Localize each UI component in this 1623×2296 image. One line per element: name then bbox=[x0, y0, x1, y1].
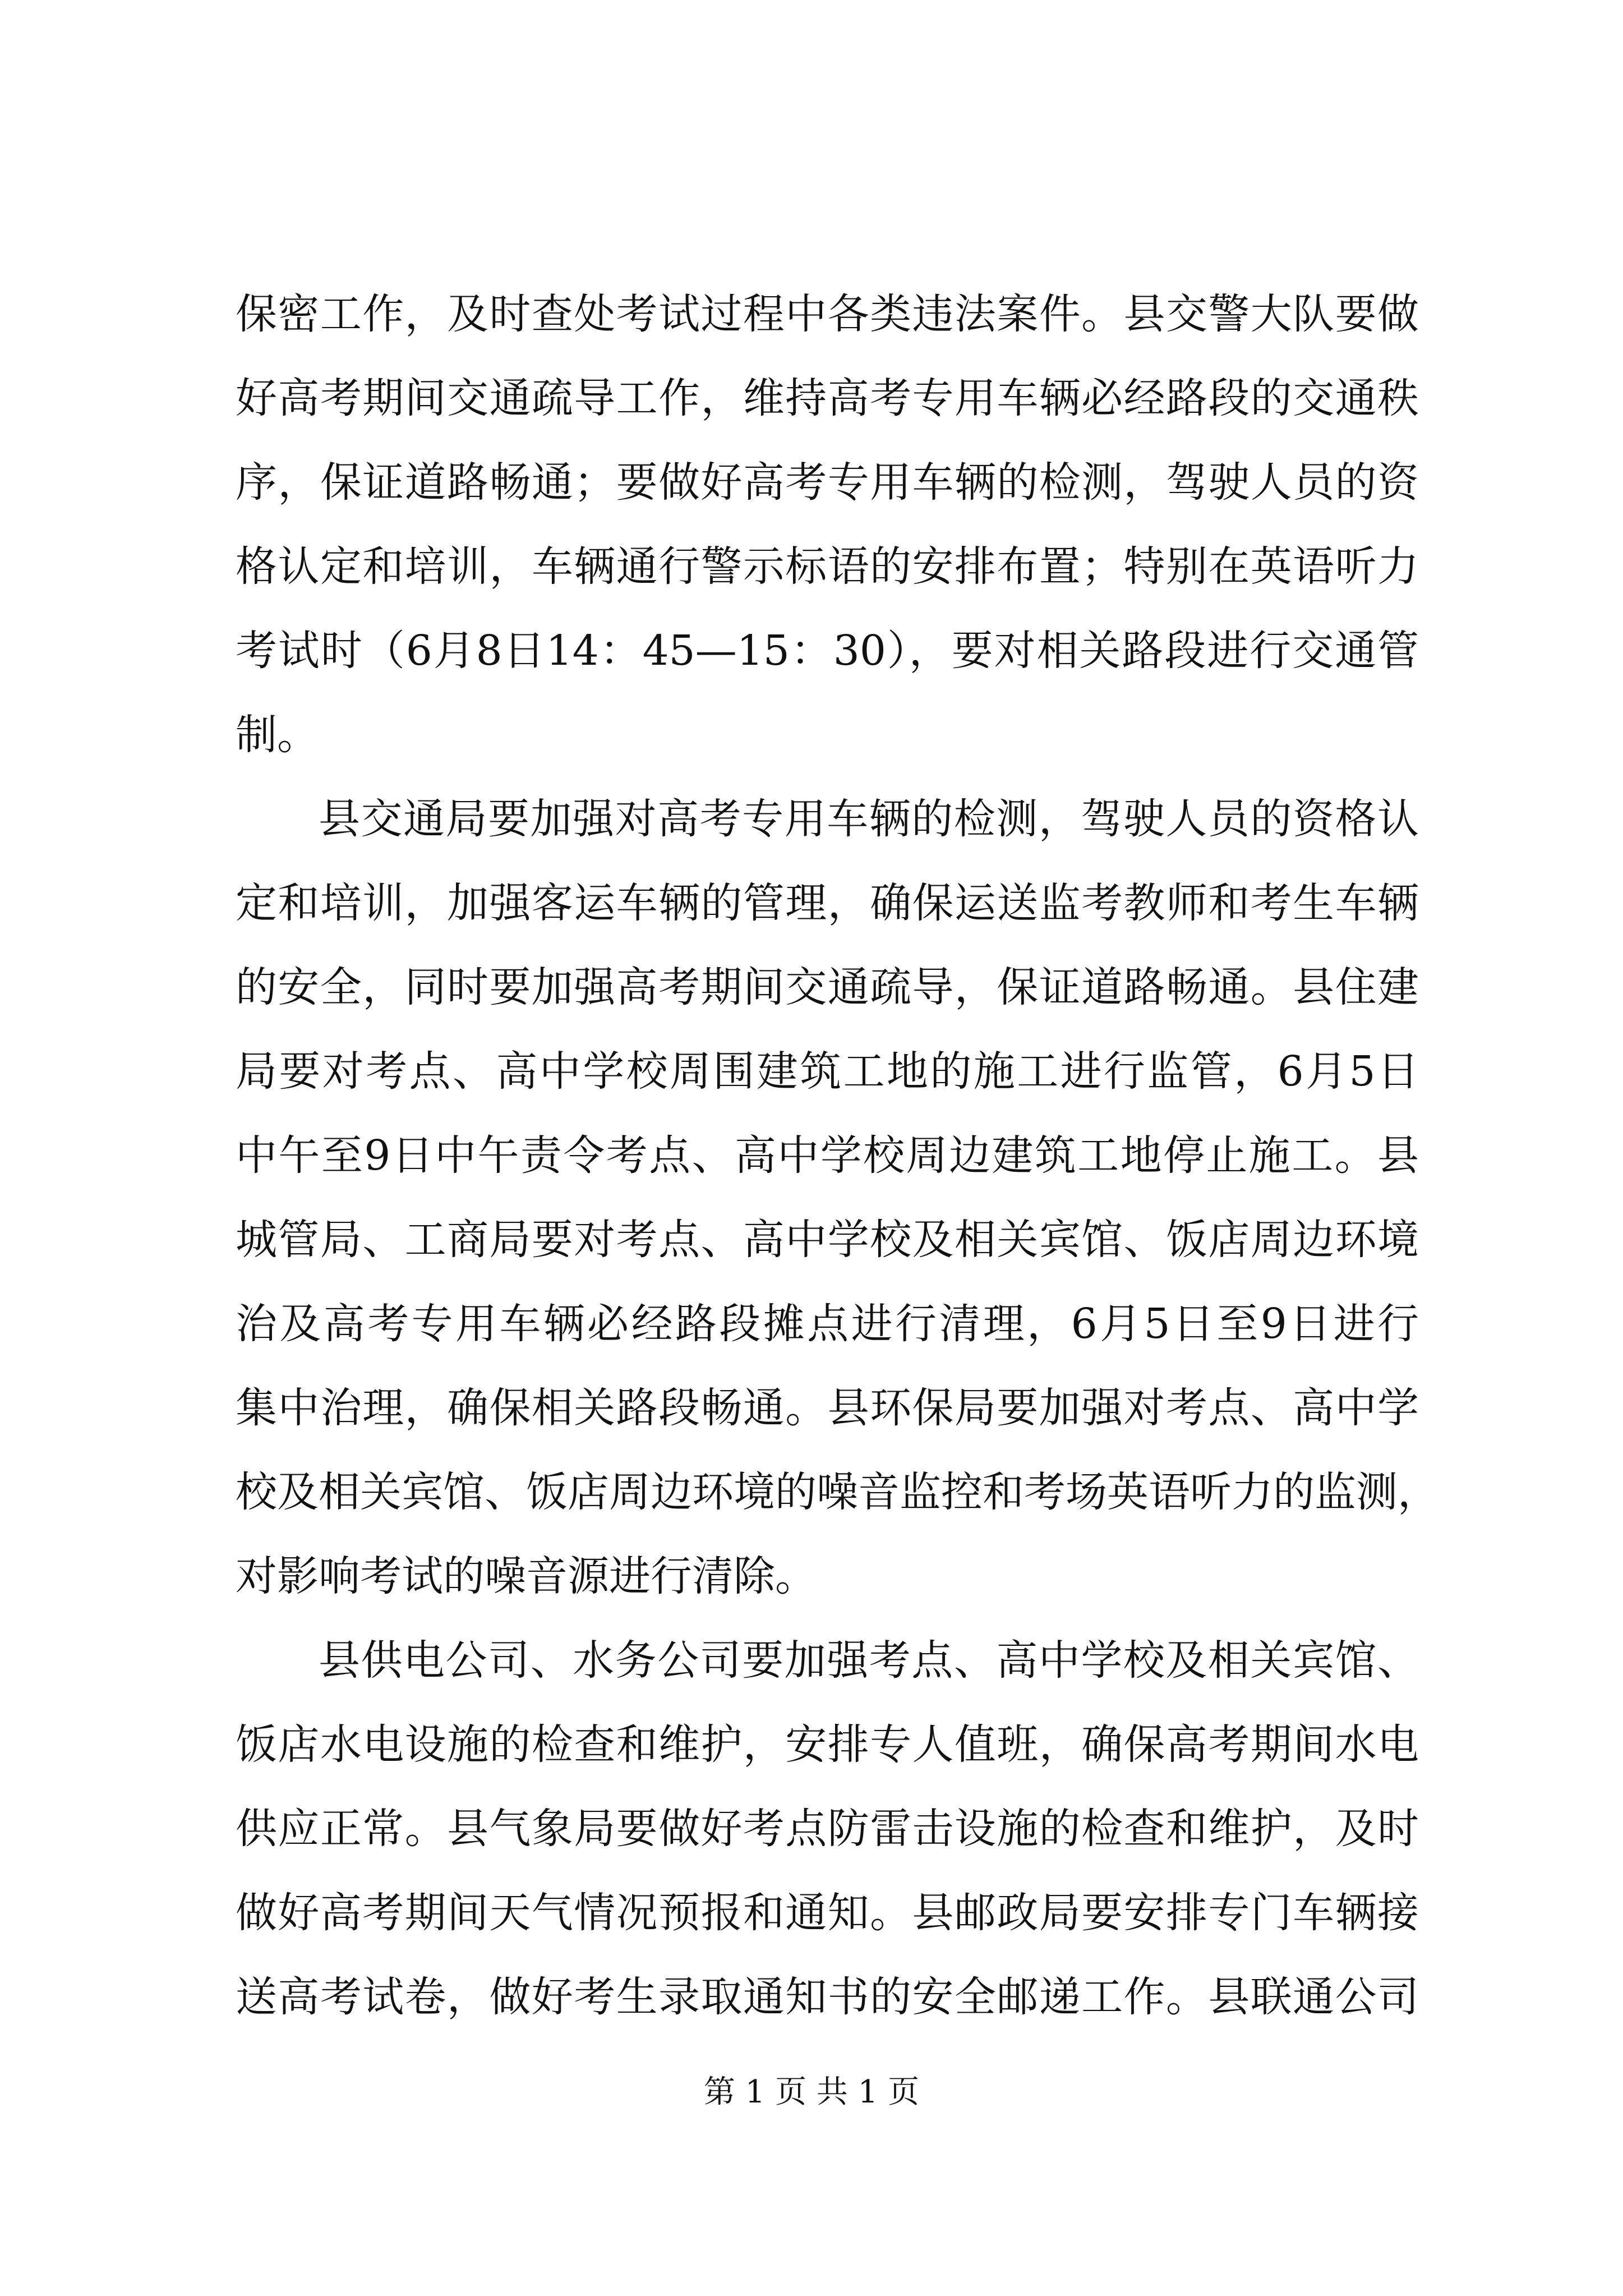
paragraph-1-line-5: 考试时（6月8日14：45—15：30），要对相关路段进行交通管 bbox=[236, 627, 1419, 675]
paragraph-2-line-1: 县交通局要加强对高考专用车辆的检测，驾驶人员的资格认 bbox=[319, 795, 1419, 843]
paragraph-2-line-10: 对影响考试的噪音源进行清除。 bbox=[236, 1552, 817, 1600]
paragraph-2-line-5: 中午至9日中午责令考点、高中学校周边建筑工地停止施工。县 bbox=[236, 1131, 1419, 1180]
paragraph-2-line-8: 集中治理，确保相关路段畅通。县环保局要加强对考点、高中学 bbox=[236, 1384, 1419, 1432]
paragraph-2-line-9: 校及相关宾馆、饭店周边环境的噪音监控和考场英语听力的监测， bbox=[236, 1468, 1439, 1516]
paragraph-2-line-4: 局要对考点、高中学校周围建筑工地的施工进行监管，6月5日 bbox=[236, 1047, 1419, 1096]
paragraph-2-line-3: 的安全，同时要加强高考期间交通疏导，保证道路畅通。县住建 bbox=[236, 963, 1419, 1011]
paragraph-3-line-4: 做好高考期间天气情况预报和通知。县邮政局要安排专门车辆接 bbox=[236, 1889, 1419, 1937]
page-footer bbox=[0, 2070, 1623, 2115]
paragraph-1-line-4: 格认定和培训，车辆通行警示标语的安排布置；特别在英语听力 bbox=[236, 542, 1419, 591]
paragraph-1-line-2: 好高考期间交通疏导工作，维持高考专用车辆必经路段的交通秩 bbox=[236, 374, 1419, 422]
page-number-label: 第 1 页 共 1 页 bbox=[703, 2074, 920, 2110]
paragraph-1-line-3: 序，保证道路畅通；要做好高考专用车辆的检测，驾驶人员的资 bbox=[236, 458, 1419, 507]
paragraph-2-line-7: 治及高考专用车辆必经路段摊点进行清理，6月5日至9日进行 bbox=[236, 1300, 1419, 1348]
paragraph-1-line-1: 保密工作，及时查处考试过程中各类违法案件。县交警大队要做 bbox=[236, 290, 1419, 338]
document-body bbox=[236, 272, 1439, 2039]
paragraph-2-line-2: 定和培训，加强客运车辆的管理，确保运送监考教师和考生车辆 bbox=[236, 879, 1419, 927]
paragraph-3-line-1: 县供电公司、水务公司要加强考点、高中学校及相关宾馆、 bbox=[319, 1636, 1419, 1685]
paragraph-2-line-6: 城管局、工商局要对考点、高中学校及相关宾馆、饭店周边环境 bbox=[236, 1216, 1419, 1264]
paragraph-3-line-5: 送高考试卷，做好考生录取通知书的安全邮递工作。县联通公司 bbox=[236, 1973, 1419, 2021]
paragraph-3-line-3: 供应正常。县气象局要做好考点防雷击设施的检查和维护，及时 bbox=[236, 1805, 1419, 1853]
paragraph-1-line-6: 制。 bbox=[236, 711, 319, 759]
paragraph-3-line-2: 饭店水电设施的检查和维护，安排专人值班，确保高考期间水电 bbox=[236, 1720, 1419, 1769]
